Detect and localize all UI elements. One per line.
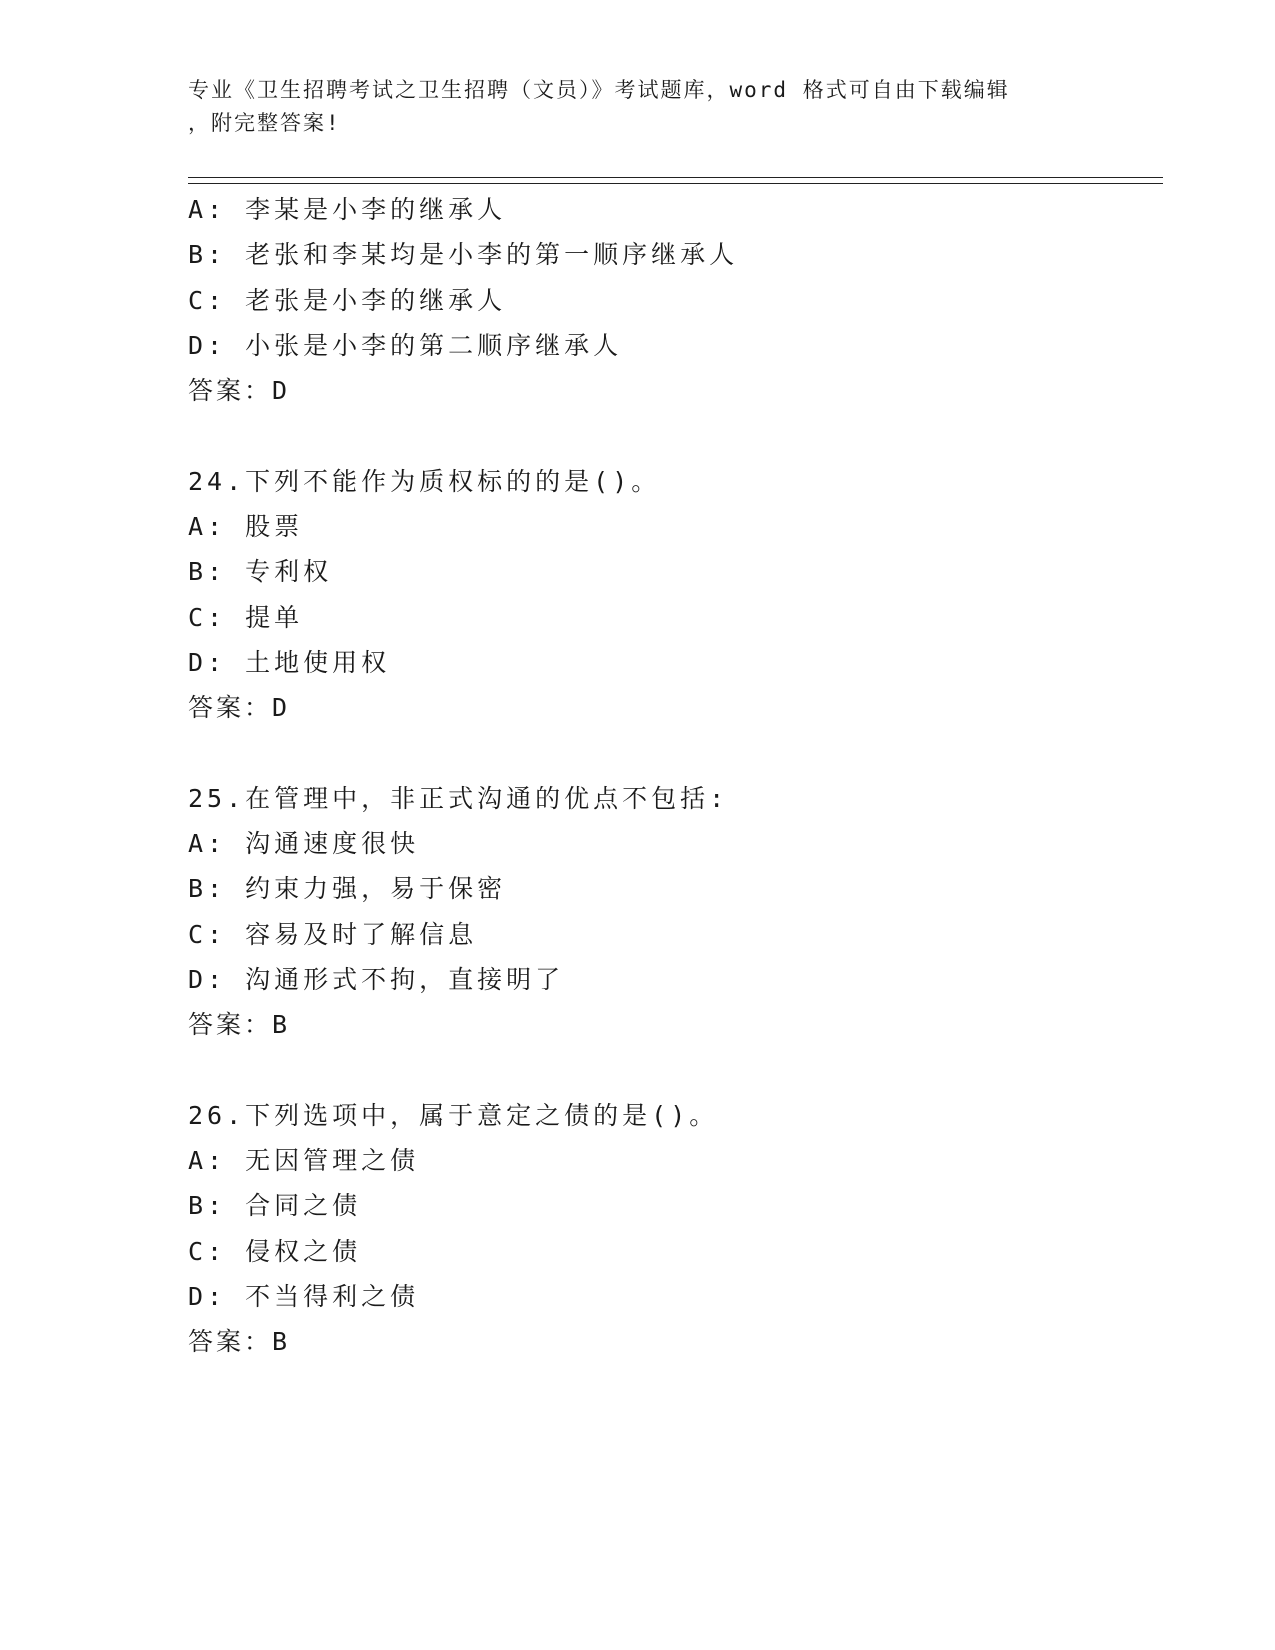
header-line-1: 专业《卫生招聘考试之卫生招聘（文员）》考试题库，word 格式可自由下载编辑 bbox=[188, 78, 1010, 102]
q25-option-c: C: 容易及时了解信息 bbox=[188, 920, 478, 949]
q26-answer bbox=[188, 1327, 290, 1357]
answer-value: B bbox=[272, 1010, 291, 1039]
q25-answer bbox=[188, 1010, 290, 1040]
q23-option-b: B: 老张和李某均是小李的第一顺序继承人 bbox=[188, 240, 739, 269]
q24-option-a: A: 股票 bbox=[188, 512, 304, 541]
answer-value: D bbox=[272, 693, 291, 722]
answer-label: 答案： bbox=[188, 376, 273, 405]
q26-option-b: B: 合同之债 bbox=[188, 1191, 362, 1220]
answer-label: 答案： bbox=[188, 1010, 273, 1039]
q26-question: 26.下列选项中，属于意定之债的是()。 bbox=[188, 1101, 719, 1130]
q24-option-b: B: 专利权 bbox=[188, 557, 333, 586]
q23-answer bbox=[188, 376, 290, 406]
q26-option-a: A: 无因管理之债 bbox=[188, 1146, 420, 1175]
header-divider-bottom bbox=[188, 183, 1163, 184]
q24-answer bbox=[188, 693, 290, 723]
q24-question: 24.下列不能作为质权标的的是()。 bbox=[188, 467, 661, 496]
header-divider-top bbox=[188, 177, 1163, 178]
answer-value: B bbox=[272, 1327, 291, 1356]
q26-option-c: C: 侵权之债 bbox=[188, 1237, 362, 1266]
answer-label: 答案： bbox=[188, 693, 273, 722]
q23-option-a: A: 李某是小李的继承人 bbox=[188, 195, 507, 224]
q24-option-d: D: 土地使用权 bbox=[188, 648, 391, 677]
q23-option-d: D: 小张是小李的第二顺序继承人 bbox=[188, 331, 623, 360]
q25-option-d: D: 沟通形式不拘，直接明了 bbox=[188, 965, 565, 994]
q24-option-c: C: 提单 bbox=[188, 603, 304, 632]
q25-option-b: B: 约束力强，易于保密 bbox=[188, 874, 507, 903]
answer-label: 答案： bbox=[188, 1327, 273, 1356]
q26-option-d: D: 不当得利之债 bbox=[188, 1282, 420, 1311]
q25-option-a: A: 沟通速度很快 bbox=[188, 829, 420, 858]
document-header bbox=[188, 74, 1088, 140]
q23-option-c: C: 老张是小李的继承人 bbox=[188, 286, 507, 315]
q25-question: 25.在管理中，非正式沟通的优点不包括: bbox=[188, 784, 729, 813]
header-line-2: ，附完整答案! bbox=[188, 111, 341, 135]
answer-value: D bbox=[272, 376, 291, 405]
